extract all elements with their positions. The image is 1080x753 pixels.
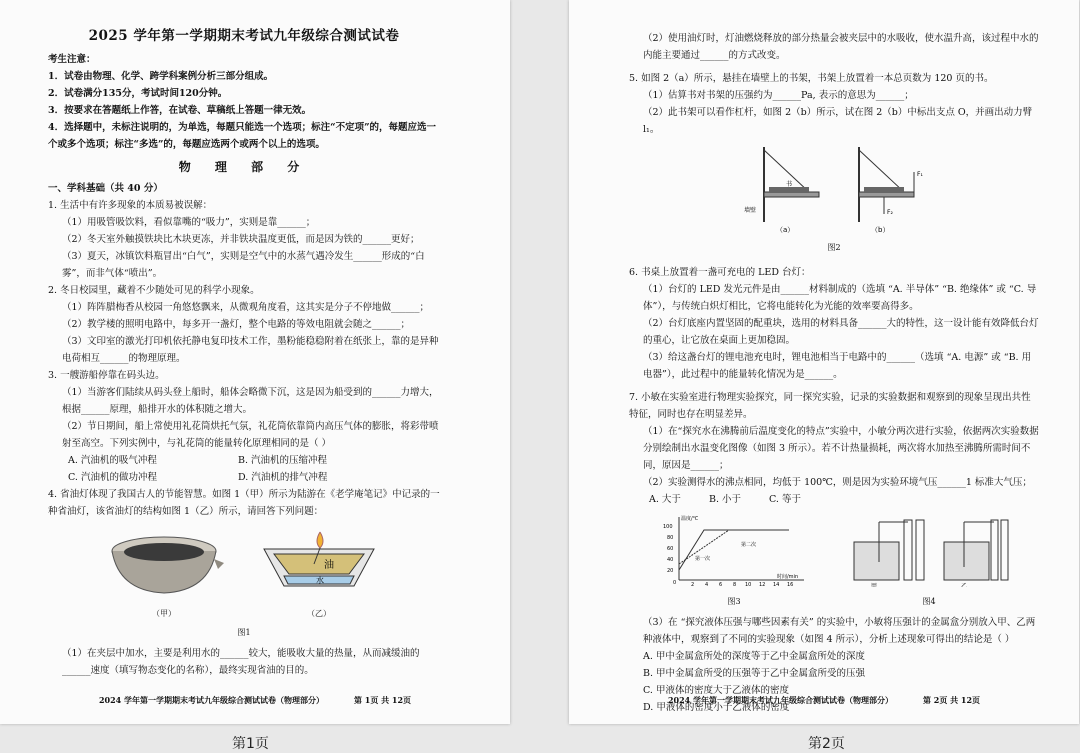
oil-label: 油: [324, 560, 334, 571]
figure-caption: 图3: [727, 597, 741, 606]
x-tick: 6: [719, 582, 723, 587]
page-footer: [569, 695, 1079, 706]
x-tick: 4: [705, 582, 709, 587]
question-text: （3）夏天，冰镇饮料瓶冒出“白气”，实则是空气中的水蒸气遇冷发生______形成的“白雾”，而非气体“喷出”。: [62, 251, 425, 279]
temperature-graph: [659, 512, 809, 587]
page-label-1[interactable]: 第1页: [232, 736, 269, 752]
bookshelf-diagram: [724, 142, 944, 237]
question-text: 2. 冬日校园里，藏着不少随处可见的科学小现象。: [48, 285, 260, 296]
f2-label: F₂: [887, 209, 893, 216]
question-text: 6. 书桌上放置着一盏可充电的 LED 台灯：: [629, 267, 811, 278]
option-b: B. 汽油机的压缩冲程: [238, 455, 328, 466]
option-a: A. 汽油机的吸气冲程: [68, 455, 157, 466]
y-tick: 80: [667, 535, 674, 541]
note-item: 3．按要求在答题纸上作答，在试卷、草稿纸上答题一律无效。: [48, 105, 312, 116]
water-label: 水: [316, 576, 324, 585]
x-tick: 16: [787, 582, 794, 587]
footer-page-number: 第 2页 共 12页: [923, 695, 981, 705]
figure-caption: 图1: [237, 628, 251, 637]
option-c: C. 汽油机的做功冲程: [68, 472, 157, 483]
option-b: B. 甲中金属盒所受的压强等于乙中金属盒所受的压强: [643, 668, 866, 679]
y-tick: 40: [667, 557, 674, 563]
note-item: 4．选择题中，未标注说明的，为单选，每题只能选一个选项；标注“不定项”的，每题应选一个或多个选项；标注“多选”的，每题应选两个或两个以上的选项。: [48, 122, 437, 150]
document-page-1: [0, 0, 510, 724]
jia-label: 甲: [871, 583, 878, 587]
question-text: 5. 如图 2（a）所示，悬挂在墙壁上的书架，书架上放置着一本总页数为 120 页的书。: [629, 73, 994, 84]
question-text: （1）在夹层中加水，主要是利用水的______较大，能吸收大量的热量，从而减缓油的______速度（填写物态变化的名称），最终实现省油的目的。: [62, 648, 420, 676]
x-tick: 12: [759, 582, 766, 587]
section-title: 物 理 部 分: [178, 160, 310, 174]
fig-b-label: （b）: [871, 226, 890, 234]
question-text: 4. 省油灯体现了我国古人的节能智慧。如图 1（甲）所示为陆游在《老学庵笔记》中记录的一种省油灯，该省油灯的结构如图 1（乙）所示，请回答下列问题：: [48, 489, 440, 517]
legend-second: 第二次: [741, 542, 757, 548]
f1-label: F₁: [917, 171, 923, 178]
question-text: 7. 小敏在实验室进行物理实验探究，同一探究实验，记录的实验数据和观察到的现象呈现出共性特征，同时也存在明显差异。: [629, 392, 1031, 420]
question-text: （1）在“探究水在沸腾前后温度变化的特点”实验中，小敏分两次进行实验，依据两次实验数据分别绘制出水温变化图像（如图 3 所示）。若不计热量损耗，两次将水加热至沸腾所需时间不同，原因是______；: [643, 426, 1039, 471]
x-tick: 10: [745, 582, 752, 587]
page-label-2[interactable]: 第2页: [808, 736, 845, 752]
question-text: （2）台灯底座内置坚固的配重块，选用的材料具备______大的特性，这一设计能有效降低台灯的重心，让它放在桌面上更加稳固。: [643, 318, 1039, 346]
y-tick: 60: [667, 546, 674, 552]
question-text: （2）此书架可以看作杠杆，如图 2（b）所示，试在图 2（b）中标出支点 O，并画出动力臂 l₁。: [643, 107, 1033, 135]
option-b: B. 小于: [709, 494, 742, 505]
figure-caption: 图4: [922, 597, 936, 606]
question-text: （3）给这盏台灯的锂电池充电时，锂电池相当于电路中的______（选填 “A. 电源” 或 “B. 用电器”），此过程中的能量转化情况为是______。: [643, 352, 1032, 380]
footer-title: 2024 学年第一学期期末考试九年级综合测试试卷（物理部分）: [98, 695, 324, 705]
fig-label-yi: （乙）: [307, 609, 331, 618]
note-item: 2．试卷满分135分，考试时间120分钟。: [48, 88, 228, 99]
option-c: C. 等于: [769, 494, 801, 505]
book-label: 书: [786, 181, 793, 188]
fig-a-label: （a）: [776, 226, 795, 234]
question-text: （1）阵阵腊梅香从校园一角悠悠飘来，从微观角度看，这其实是分子不停地做______；: [62, 302, 430, 313]
x-tick: 8: [733, 582, 737, 587]
page-footer: [0, 695, 510, 706]
note-item: 1．试卷由物理、化学、跨学科案例分析三部分组成。: [48, 71, 274, 82]
figure-1: [48, 524, 440, 622]
yi-label: 乙: [961, 583, 968, 587]
x-tick: 14: [773, 582, 780, 587]
x-tick: 2: [691, 582, 695, 587]
x-axis-label: 时间/min: [777, 574, 799, 580]
question-text: （2）冬天室外触摸铁块比木块更冻，并非铁块温度更低，而是因为铁的______更好；: [62, 234, 420, 245]
question-text: （1）当游客们陆续从码头登上船时，船体会略微下沉，这是因为船受到的______力增大，根据______原理，船排开水的体积随之增大。: [62, 387, 439, 415]
figure-2: [629, 142, 1039, 237]
y-tick: 0: [673, 580, 677, 586]
option-a: A. 大于: [649, 494, 681, 505]
question-text: （1）估算书对书架的压强约为______Pa, 表示的意思为______；: [643, 90, 914, 101]
option-a: A. 甲中金属盒所处的深度等于乙中金属盒所处的深度: [643, 651, 865, 662]
wall-label: 墙壁: [744, 207, 757, 214]
oil-lamp-diagram: [254, 524, 384, 599]
option-d: D. 汽油机的排气冲程: [238, 472, 328, 483]
option-d: D. 甲液体的密度小于乙液体的密度: [643, 702, 790, 713]
document-page-2: [569, 0, 1079, 724]
option-c: C. 甲液体的密度大于乙液体的密度: [643, 685, 789, 696]
pressure-gauge-diagram: [849, 512, 1009, 587]
question-text: （2）节日期间，船上常使用礼花筒烘托气氛，礼花筒依靠筒内高压气体的膨胀，将彩带喷射至高空。下列实例中，与礼花筒的能量转化原理相同的是（ ）: [62, 421, 439, 449]
y-tick: 20: [667, 568, 674, 574]
fig-label-jia: （甲）: [152, 609, 176, 618]
question-text: （1）用吸管吸饮料，看似靠嘴的“吸力”，实则是靠______；: [62, 217, 316, 228]
question-text: 3. 一艘游船停靠在码头边。: [48, 370, 165, 381]
question-text: （2）实验测得水的沸点相同，均低于 100℃，则是因为实验环境气压______1 标准大气压；: [643, 477, 1032, 488]
notes-heading: 考生注意：: [48, 54, 96, 65]
y-axis-label: 温度/℃: [681, 516, 699, 522]
figure-caption: 图2: [827, 243, 841, 252]
question-text: 1. 生活中有许多现象的本质易被误解：: [48, 200, 213, 211]
figures-3-4: [629, 512, 1039, 610]
footer-title: 2024 学年第一学期期末考试九年级综合测试试卷（物理部分）: [667, 695, 893, 705]
question-text: （1）台灯的 LED 发光元件是由______材料制成的（选填 “A. 半导体” “B. 绝缘体” 或 “C. 导体”），与传统白炽灯相比，它将电能转化为光能的效率要高得多。: [643, 284, 1037, 312]
legend-first: 第一次: [695, 556, 711, 562]
question-text: （2）使用油灯时，灯油燃烧释放的部分热量会被夹层中的水吸收，使水温升高，该过程中水的内能主要通过______的方式改变。: [643, 33, 1039, 61]
question-text: （2）教学楼的照明电路中，每多开一盏灯，整个电路的等效电阻就会随之______；: [62, 319, 411, 330]
part-heading: 一、学科基础（共 40 分）: [48, 183, 163, 194]
footer-page-number: 第 1页 共 12页: [354, 695, 412, 705]
exam-title: 2025 学年第一学期期末考试九年级综合测试试卷: [88, 28, 400, 44]
oil-lamp-photo: [104, 529, 224, 599]
question-text: （3）在 “探究液体压强与哪些因素有关” 的实验中，小敏将压强计的金属盒分别放入甲、乙两种液体中，观察到了不同的实验现象（如图 4 所示），分析上述现象可得出的结论是（ ）: [643, 617, 1036, 645]
curve-first: [679, 530, 789, 570]
y-tick: 100: [663, 524, 673, 530]
question-text: （3）文印室的激光打印机依托静电复印技术工作，墨粉能稳稳附着在纸张上，靠的是异种电荷相互______的物理原理。: [62, 336, 439, 364]
